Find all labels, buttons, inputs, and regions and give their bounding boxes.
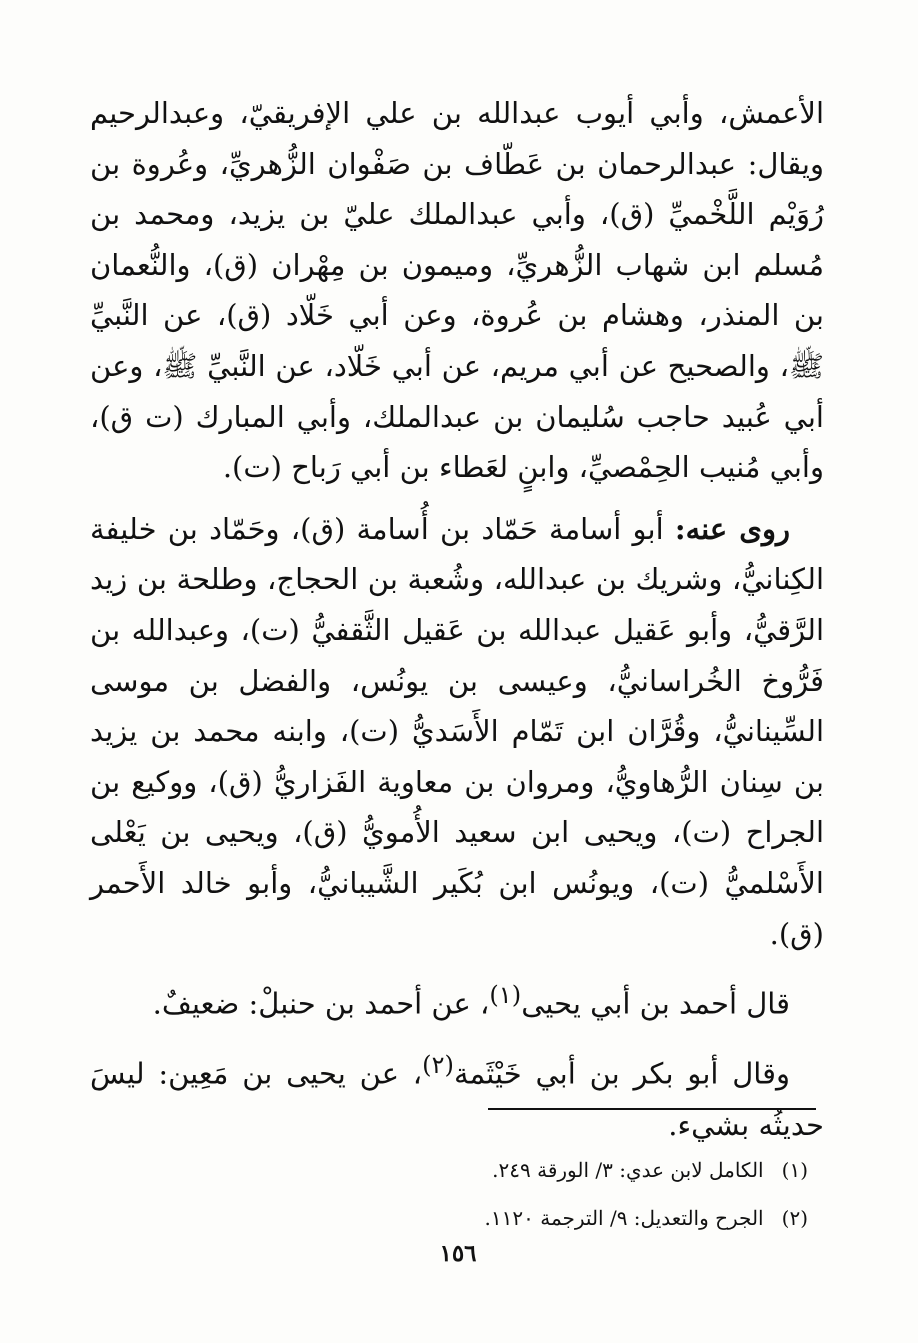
page-number: ١٥٦ [439, 1240, 477, 1267]
statement-text-start: وقال أبو بكر بن أبي خَيْثَمة [453, 1057, 790, 1091]
footnote-number: (٢) [781, 1206, 808, 1230]
footnote-2 [90, 1194, 808, 1242]
section-lead-narrated-by: روى عنه: [674, 511, 790, 546]
statement-text-start: قال أحمد بن أبي يحيى [521, 986, 790, 1021]
footnote-ref-1[interactable]: (١) [489, 981, 522, 1010]
footnote-1 [90, 1146, 808, 1194]
narrated-by-text: أبو أسامة حَمّاد بن أُسامة (ق)، وحَمّاد بن خليفة الكِنانيُّ، وشريك بن عبدالله، وشُعبة بن الحجاج، وطلحة بن زيد الرَّقيُّ، وأبو عَقيل عبدالله بن عَقيل الثَّقفيُّ (ت)، وعبدالله بن فَرُّوخ الخُراسانيُّ، وعيسى بن يونُس، والفضل بن موسى السِّينانيُّ، وقُرَّان ابن تَمّام الأَسَديُّ (ت)، وابنه محمد بن يزيد بن سِنان الرُّهاويُّ، ومروان بن معاوية الفَزاريُّ (ق)، ووكيع بن الجراح (ت)، ويحيى ابن سعيد الأُمويُّ (ق)، ويحيى بن يَعْلى الأَسْلميُّ (ت)، ويونُس ابن بُكَير الشَّيبانيُّ، وأبو خالد الأَحمر (ق). [90, 511, 824, 951]
footnote-divider [488, 1108, 816, 1110]
statement-text-end: ، عن يحيى بن مَعِين: ليسَ حديثُه بشيء. [90, 1057, 824, 1142]
paragraph-abu-bakr-statement [90, 1040, 824, 1150]
footnotes [90, 1146, 808, 1242]
paragraph-ahmad-statement [90, 970, 824, 1029]
paragraph-narrators-from: الأعمش، وأبي أيوب عبدالله بن علي الإفريقيّ، وعبدالرحيم ويقال: عبدالرحمان بن عَطّاف بن صَفْوان الزُّهريِّ، وعُروة بن رُوَيْم اللَّخْميِّ (ق)، وأبي عبدالملك عليّ بن يزيد، ومحمد بن مُسلم ابن شهاب الزُّهريِّ، وميمون بن مِهْران (ق)، والنُّعمان بن المنذر، وهشام بن عُروة، وعن أبي خَلّاد (ق)، عن النَّبيِّ ﷺ، والصحيح عن أبي مريم، عن أبي خَلّاد، عن النَّبيِّ ﷺ، وعن أبي عُبيد حاجب سُليمان بن عبدالملك، وأبي المبارك (ت ق)، وأبي مُنيب الحِمْصيِّ، وابنٍ لعَطاء بن أبي رَباح (ت). [90, 96, 824, 485]
footnote-text: الجرح والتعديل: ٩/ الترجمة ١١٢٠. [484, 1206, 764, 1230]
footnote-ref-2[interactable]: (٢) [422, 1051, 454, 1080]
footnote-text: الكامل لابن عدي: ٣/ الورقة ٢٤٩. [492, 1158, 764, 1182]
main-text [90, 88, 824, 1150]
paragraph-narrated-by [90, 504, 824, 959]
footnote-number: (١) [781, 1158, 808, 1182]
statement-text-end: ، عن أحمد بن حنبلْ: ضعيفٌ. [152, 986, 490, 1021]
